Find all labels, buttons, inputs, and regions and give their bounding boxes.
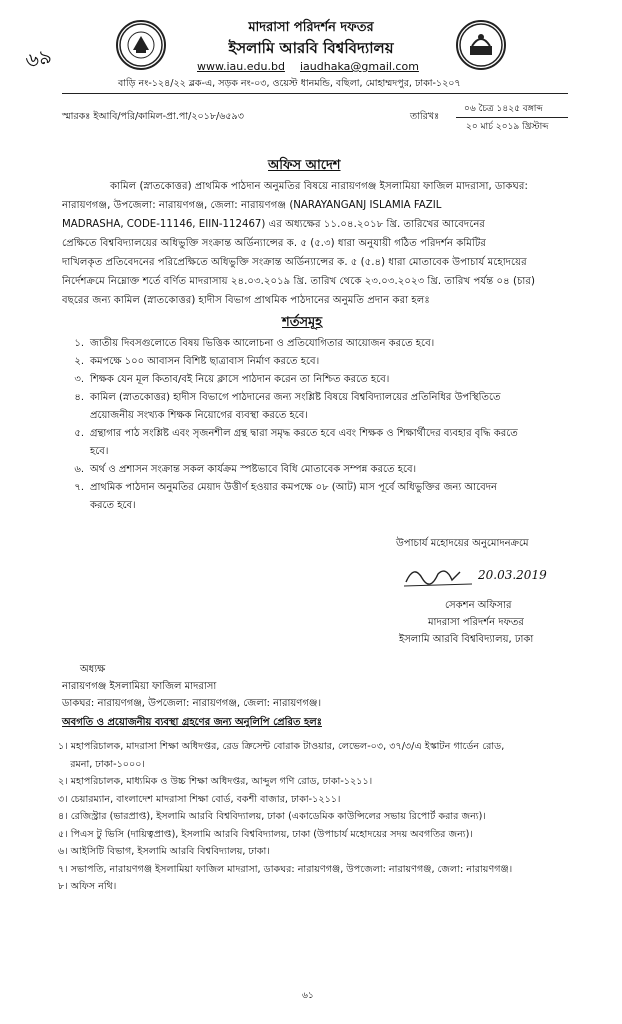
condition-item (62, 335, 570, 353)
condition-text: অর্থ ও প্রশাসন সংক্রান্ত সকল কার্যক্রম স্পষ্টভাবে বিধি মোতাবেক সম্পন্ন করতে হবে। (90, 464, 417, 475)
condition-number: ৭. (74, 482, 84, 493)
condition-text: কমপক্ষে ১০০ আবাসন বিশিষ্ট ছাত্রাবাস নির্মাণ করতে হবে। (90, 356, 320, 367)
condition-item (62, 371, 570, 389)
condition-text: জাতীয় দিবসগুলোতে বিষয় ভিত্তিক আলোচনা ও প্রতিযোগিতার আয়োজন করতে হবে। (90, 338, 435, 349)
body-line: নারায়ণগঞ্জ, উপজেলা: নারায়ণগঞ্জ, জেলা: নারায়ণগঞ্জ (NARAYANGANJ ISLAMIA FAZIL (62, 200, 442, 211)
condition-number (62, 497, 90, 515)
condition-number (62, 407, 90, 425)
date-label: তারিখঃ (410, 111, 440, 122)
condition-text: প্রাথমিক পাঠদান অনুমতির মেয়াদ উত্তীর্ণ হওয়ার কমপক্ষে ০৮ (আট) মাস পূর্বে অধিভুক্তির জন্য আবেদন (90, 482, 497, 493)
condition-number: ৪. (74, 392, 84, 403)
body-paragraph (62, 177, 570, 310)
header-address: বাড়ি নং-১২৪/২২ ব্লক-এ, সড়ক নং-০৩, ওয়েস্ট ধানমন্ডি, বছিলা, মোহাম্মদপুর, ঢাকা-১২০৭ (118, 78, 461, 89)
condition-item (62, 461, 570, 479)
date-divider (456, 117, 568, 118)
body-line: প্রেক্ষিতে বিশ্ববিদ্যালয়ের অধিভুক্তি সংক্রান্ত অর্ডিন্যান্সের ক. ৫ (৫.৩) ধারা অনুযায়ী গঠিত পরিদর্শন কমিটির (62, 238, 487, 249)
university-seal-logo (116, 20, 166, 70)
body-line: MADRASHA, CODE-11146, EIIN-112467) এর অধ্যক্ষের ১১.০৪.২০১৮ খ্রি. তারিখের আবেদনের (62, 219, 486, 230)
condition-text: গ্রন্থাগার পাঠ সংশ্লিষ্ট এবং সৃজনশীল গ্রন্থ দ্বারা সমৃদ্ধ করতে হবে এবং শিক্ষক ও শিক্ষার্থীদের ব্যবহার বৃদ্ধি করতে (90, 428, 518, 439)
cc-item: ৫। পিএস টু ভিসি (দায়িত্বপ্রাপ্ত), ইসলামি আরবি বিশ্ববিদ্যালয়, ঢাকা (উপাচার্য মহোদয়ের সদয় অবগতির জন্য)। (58, 828, 473, 840)
condition-number (62, 443, 90, 461)
signatory-university: ইসলামি আরবি বিশ্ববিদ্যালয়, ঢাকা (399, 634, 534, 645)
memo-reference: স্মারকঃ ইআবি/পরি/কামিল-প্রা.পা/২০১৮/৬৫৯৩ (62, 111, 244, 122)
cc-item: ১। মহাপরিচালক, মাদরাসা শিক্ষা অধিদপ্তর, রেড ক্রিসেন্ট বোরাক টাওয়ার, লেভেল-০৩, ৩৭/৩/এ ইস্কাটন গার্ডেন রোড, (58, 741, 505, 752)
condition-number: ৬. (74, 464, 84, 475)
recipient-name: নারায়ণগঞ্জ ইসলামিয়া ফাজিল মাদরাসা (62, 681, 217, 692)
condition-item (62, 425, 570, 443)
condition-item (62, 353, 570, 371)
condition-item (62, 443, 570, 461)
seal-icon (118, 22, 164, 68)
header-divider (62, 93, 568, 94)
conditions-list (62, 335, 570, 515)
emblem-icon (458, 22, 504, 68)
condition-text: প্রয়োজনীয় সংখ্যক শিক্ষক নিয়োগের ব্যবস্থা করতে হবে। (90, 410, 308, 421)
website-link[interactable]: www.iau.edu.bd (197, 60, 285, 73)
condition-text: কামিল (স্নাতকোত্তর) হাদীস বিভাগে পাঠদানের জন্য সংশ্লিষ্ট বিষয়ে বিশ্ববিদ্যালয়ের প্রতিনিধির উপস্থিতিতে (90, 392, 501, 403)
cc-item: ৮। অফিস নথি। (58, 881, 117, 892)
condition-number: ৫. (74, 428, 84, 439)
signatory-office: মাদরাসা পরিদর্শন দফতর (428, 617, 524, 628)
date-bangla: ০৬ চৈত্র ১৪২৫ বঙ্গাব্দ (464, 104, 543, 114)
cc-item: ৭। সভাপতি, নারায়ণগঞ্জ ইসলামিয়া ফাজিল মাদরাসা, ডাকঘর: নারায়ণগঞ্জ, উপজেলা: নারায়ণগঞ্জ, জেলা: নারায়ণগঞ্জ। (58, 863, 513, 875)
cc-list (58, 738, 570, 896)
cc-item: রমনা, ঢাকা-১০০০। (58, 758, 145, 770)
cc-item: ৪। রেজিস্ট্রার (ভারপ্রাপ্ত), ইসলামি আরবি বিশ্ববিদ্যালয়, ঢাকা (একাডেমিক কাউন্সিলের সভায় রিপোর্ট করার জন্য)। (58, 811, 486, 822)
date-gregorian: ২০ মার্চ ২০১৯ খ্রিস্টাব্দ (466, 122, 549, 132)
condition-item (62, 407, 570, 425)
conditions-title: শর্তসমূহ (282, 315, 323, 330)
cc-item: ৩। চেয়ারম্যান, বাংলাদেশ মাদরাসা শিক্ষা বোর্ড, বকশী বাজার, ঢাকা-১২১১। (58, 793, 341, 805)
right-emblem-logo (456, 20, 506, 70)
condition-item (62, 479, 570, 497)
body-line: কামিল (স্নাতকোত্তর) প্রাথমিক পাঠদান অনুমতির বিষয়ে নারায়ণগঞ্জ ইসলামিয়া ফাজিল মাদরাসা, ডাকঘর: (110, 181, 528, 192)
condition-number: ২. (74, 356, 84, 367)
condition-text: করতে হবে। (90, 500, 136, 511)
university-name: ইসলামি আরবি বিশ্ববিদ্যালয় (228, 39, 394, 57)
body-line: বছরের জন্য কামিল (স্নাতকোত্তর) হাদীস বিভাগ প্রাথমিক পাঠদানের অনুমতি প্রদান করা হলঃ (62, 295, 430, 306)
body-line: নির্দেশক্রমে নিম্নোক্ত শর্তে বর্ণিত মাদরাসায় ২৪.০৩.২০১৯ খ্রি. তারিখ থেকে ২৩.০৩.২০২৩ খ্রি. তারিখ পর্যন্ত ০৪ (চার) (62, 276, 535, 287)
condition-text: শিক্ষক যেন মূল কিতাব/বই নিয়ে ক্লাসে পাঠদান করেন তা নিশ্চিত করতে হবে। (90, 374, 390, 385)
signatory-designation: সেকশন অফিসার (445, 600, 512, 611)
cc-item: ৬। আইসিটি বিভাগ, ইসলামি আরবি বিশ্ববিদ্যালয়, ঢাকা। (58, 846, 270, 857)
document-title: অফিস আদেশ (268, 158, 341, 173)
recipient-address: ডাকঘর: নারায়ণগঞ্জ, উপজেলা: নারায়ণগঞ্জ, জেলা: নারায়ণগঞ্জ। (62, 698, 322, 709)
handwritten-date: 20.03.2019 (478, 568, 547, 582)
cc-title: অবগতি ও প্রয়োজনীয় ব্যবস্থা গ্রহণের জন্য অনুলিপি প্রেরিত হলঃ (62, 717, 322, 728)
email-link[interactable]: iaudhaka@gmail.com (300, 60, 419, 73)
condition-item (62, 497, 570, 515)
page-number: ৬১ (302, 991, 314, 1001)
recipient-title: অধ্যক্ষ (80, 664, 106, 675)
condition-number: ৩. (74, 374, 84, 385)
approval-line: উপাচার্য মহোদয়ের অনুমোদনক্রমে (396, 538, 529, 549)
body-line: দাখিলকৃত প্রতিবেদনের পরিপ্রেক্ষিতে অধিভুক্তি সংক্রান্ত অর্ডিন্যান্সের ক. ৫ (৫.৪) ধারা মোতাবেক উপাচার্য মহোদয়ের (62, 257, 527, 268)
cc-item: ২। মহাপরিচালক, মাধ্যমিক ও উচ্চ শিক্ষা অধিদপ্তর, আব্দুল গণি রোড, ঢাকা-১২১১। (58, 776, 373, 787)
condition-item (62, 389, 570, 407)
handwritten-number: ৬৯ (23, 43, 54, 73)
condition-text: হবে। (90, 446, 109, 457)
condition-number: ১. (74, 338, 84, 349)
office-name: মাদরাসা পরিদর্শন দফতর (248, 20, 374, 35)
